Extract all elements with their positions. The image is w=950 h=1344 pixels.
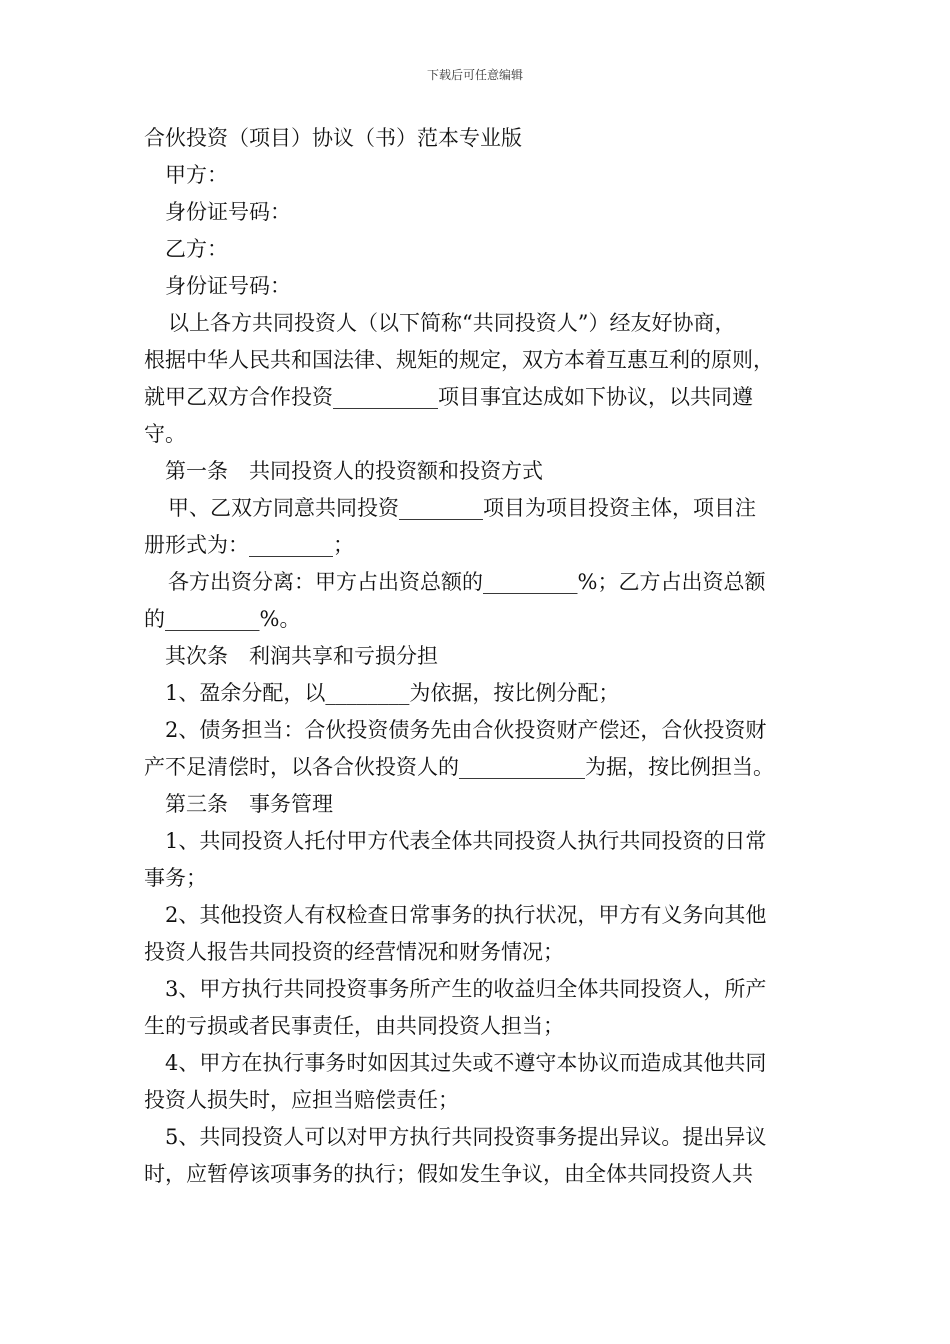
party-a-id-label: 身份证号码： bbox=[165, 200, 291, 224]
list-item: 5、共同投资人可以对甲方执行共同投资事务提出异议。提出异议 bbox=[165, 1125, 767, 1149]
party-b-id-label: 身份证号码： bbox=[165, 274, 291, 298]
page-header-note: 下载后可任意编辑 bbox=[426, 68, 523, 82]
section-heading: 第三条 事务管理 bbox=[165, 792, 333, 816]
paragraph-line: 各方出资分离：甲方占出资总额的_________%；乙方占出资总额 bbox=[168, 570, 766, 594]
section-heading: 第一条 共同投资人的投资额和投资方式 bbox=[165, 459, 543, 483]
section-heading: 其次条 利润共享和亏损分担 bbox=[165, 644, 438, 668]
paragraph-line: 时，应暂停该项事务的执行；假如发生争议，由全体共同投资人共 bbox=[144, 1162, 753, 1186]
paragraph-line: 投资人损失时，应担当赔偿责任； bbox=[144, 1088, 459, 1112]
paragraph-line: 生的亏损或者民事责任，由共同投资人担当； bbox=[144, 1014, 564, 1038]
list-item: 2、债务担当：合伙投资债务先由合伙投资财产偿还，合伙投资财 bbox=[165, 718, 767, 742]
paragraph-line: 守。 bbox=[144, 422, 186, 446]
paragraph-line: 根据中华人民共和国法律、规矩的规定，双方本着互惠互利的原则， bbox=[144, 348, 774, 372]
paragraph-line: 事务； bbox=[144, 866, 207, 890]
document-title: 合伙投资（项目）协议（书）范本专业版 bbox=[144, 126, 522, 150]
paragraph-line: 投资人报告共同投资的经营情况和财务情况； bbox=[144, 940, 564, 964]
paragraph-line: 的_________%。 bbox=[144, 607, 301, 631]
document-body bbox=[144, 120, 809, 1193]
paragraph-line: 甲、乙双方同意共同投资________项目为项目投资主体，项目注 bbox=[168, 496, 756, 520]
paragraph-line: 就甲乙双方合作投资__________项目事宜达成如下协议，以共同遵 bbox=[144, 385, 753, 409]
paragraph-line: 册形式为：________； bbox=[144, 533, 354, 557]
paragraph-line: 产不足清偿时，以各合伙投资人的____________为据，按比例担当。 bbox=[144, 755, 774, 779]
paragraph-line: 以上各方共同投资人（以下简称“共同投资人”）经友好协商， bbox=[168, 311, 736, 335]
party-b-label: 乙方： bbox=[165, 237, 228, 261]
list-item: 3、甲方执行共同投资事务所产生的收益归全体共同投资人，所产 bbox=[165, 977, 767, 1001]
list-item: 4、甲方在执行事务时如因其过失或不遵守本协议而造成其他共同 bbox=[165, 1051, 767, 1075]
list-item: 1、盈余分配，以________为依据，按比例分配； bbox=[165, 681, 620, 705]
party-a-label: 甲方： bbox=[165, 163, 228, 187]
list-item: 1、共同投资人托付甲方代表全体共同投资人执行共同投资的日常 bbox=[165, 829, 767, 853]
list-item: 2、其他投资人有权检查日常事务的执行状况，甲方有义务向其他 bbox=[165, 903, 767, 927]
